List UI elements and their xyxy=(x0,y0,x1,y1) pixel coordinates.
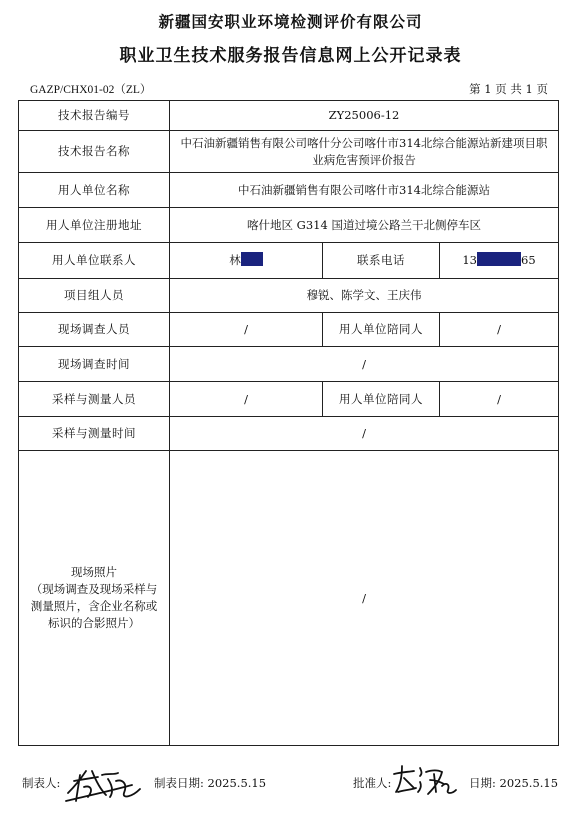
phone-label: 联系电话 xyxy=(323,243,440,279)
sampling-escort-value: / xyxy=(440,382,559,417)
record-table xyxy=(18,100,559,746)
contact-name-cell xyxy=(170,243,323,279)
row-report-name xyxy=(19,131,559,173)
page-info: 第 1 页 共 1 页 xyxy=(469,82,548,96)
row-site-survey xyxy=(19,313,559,347)
prepared-by-signature xyxy=(62,763,146,805)
row-contact xyxy=(19,243,559,279)
survey-time-label: 现场调查时间 xyxy=(19,347,170,382)
photos-label-line: 标识的合影照片） xyxy=(48,616,140,630)
employer-address-label: 用人单位注册地址 xyxy=(19,208,170,243)
row-photos xyxy=(19,451,559,746)
team-value: 穆锐、陈学文、王庆伟 xyxy=(170,279,559,313)
employer-name-label: 用人单位名称 xyxy=(19,173,170,208)
site-escort-value: / xyxy=(440,313,559,347)
phone-prefix: 13 xyxy=(462,253,477,267)
team-label: 项目组人员 xyxy=(19,279,170,313)
photos-label-line: （现场调查及现场采样与 xyxy=(30,582,158,596)
site-escort-label: 用人单位陪同人 xyxy=(323,313,440,347)
redaction-mask xyxy=(241,252,263,266)
contact-label: 用人单位联系人 xyxy=(19,243,170,279)
photos-label xyxy=(19,451,170,746)
report-name-value: 中石油新疆销售有限公司喀什分公司喀什市314北综合能源站新建项目职业病危害预评价报告 xyxy=(170,131,559,173)
form-code: GAZP/CHX01-02（ZL） xyxy=(30,84,152,96)
report-name-label: 技术报告名称 xyxy=(19,131,170,173)
survey-time-value: / xyxy=(170,347,559,382)
company-name: 新疆国安职业环境检测评价有限公司 xyxy=(158,12,423,31)
prepared-by-label: 制表人: xyxy=(22,776,61,790)
row-sampling-time xyxy=(19,417,559,451)
row-employer-name xyxy=(19,173,559,208)
report-no-label: 技术报告编号 xyxy=(19,101,170,131)
site-survey-value: / xyxy=(170,313,323,347)
approved-by-signature xyxy=(390,762,458,800)
form-title: 职业卫生技术服务报告信息网上公开记录表 xyxy=(119,46,462,66)
phone-suffix: 65 xyxy=(521,253,536,267)
photos-label-line: 测量照片，含企业名称或 xyxy=(30,599,158,613)
contact-name-prefix: 林 xyxy=(229,253,241,267)
photos-label-line: 现场照片 xyxy=(71,565,117,579)
photos-value: / xyxy=(170,451,559,746)
approved-date: 日期: 2025.5.15 xyxy=(469,776,559,790)
redaction-mask xyxy=(477,252,521,266)
prepared-date: 制表日期: 2025.5.15 xyxy=(154,776,267,790)
employer-address-value: 喀什地区 G314 国道过境公路兰干北侧停车区 xyxy=(170,208,559,243)
sampling-time-label: 采样与测量时间 xyxy=(19,417,170,451)
row-sampling xyxy=(19,382,559,417)
row-report-no xyxy=(19,101,559,131)
row-team xyxy=(19,279,559,313)
row-employer-address xyxy=(19,208,559,243)
sampling-label: 采样与测量人员 xyxy=(19,382,170,417)
employer-name-value: 中石油新疆销售有限公司喀什市314北综合能源站 xyxy=(170,173,559,208)
row-survey-time xyxy=(19,347,559,382)
site-survey-label: 现场调查人员 xyxy=(19,313,170,347)
sampling-value: / xyxy=(170,382,323,417)
sampling-time-value: / xyxy=(170,417,559,451)
sampling-escort-label: 用人单位陪同人 xyxy=(323,382,440,417)
report-no-value: ZY25006-12 xyxy=(170,101,559,131)
phone-cell xyxy=(440,243,559,279)
approved-by-label: 批准人: xyxy=(353,776,392,790)
